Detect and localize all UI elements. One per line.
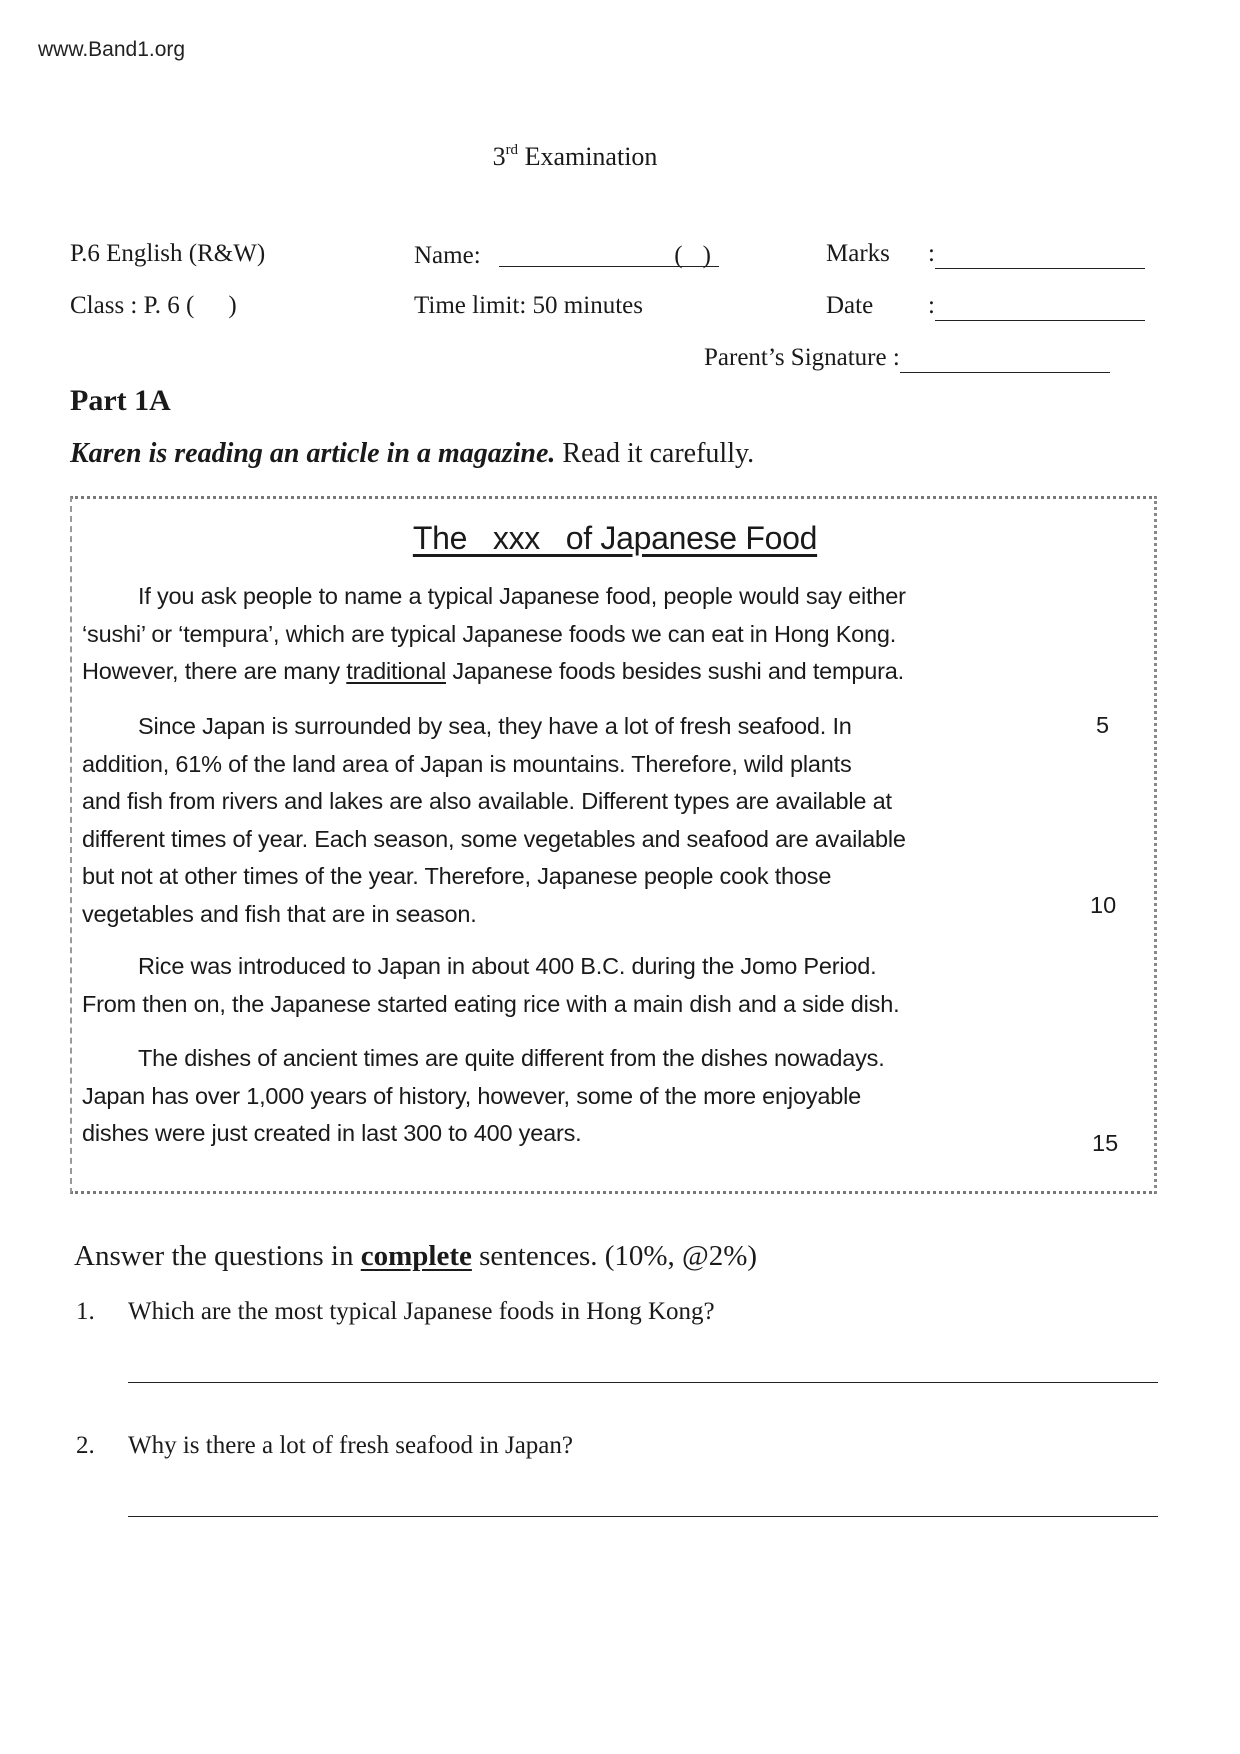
article-line: Japan has over 1,000 years of history, however, some of the more enjoyable [82, 1082, 861, 1109]
line-number-5: 5 [1096, 712, 1110, 738]
line-number-10: 10 [1090, 892, 1117, 918]
date-input-line[interactable] [935, 292, 1145, 321]
answer-line-1[interactable] [128, 1382, 1158, 1383]
signature-label: Parent’s Signature : [704, 344, 900, 371]
article-paragraph-4 [82, 1040, 1062, 1153]
underlined-word-traditional: traditional [346, 658, 446, 684]
marks-colon: : [928, 240, 935, 267]
exam-title-number: 3 [492, 142, 506, 171]
question-text: Which are the most typical Japanese foods in Hong Kong? [128, 1298, 715, 1325]
class-label: Class : P. 6 ( [70, 292, 195, 319]
site-watermark: www.Band1.org [38, 38, 186, 61]
subject-label: P.6 English (R&W) [70, 240, 266, 267]
exam-title-text: Examination [518, 142, 658, 171]
marks-input-line[interactable] [935, 240, 1145, 269]
article-line: vegetables and fish that are in season. [82, 900, 477, 927]
date-field[interactable] [928, 292, 1145, 321]
article-line: but not at other times of the year. Therefore, Japanese people cook those [82, 863, 832, 889]
article-line: If you ask people to name a typical Japanese food, people would say either [138, 583, 906, 609]
article-title: The xxx of Japanese Food [412, 520, 818, 556]
exam-title-ordinal: rd [505, 142, 519, 158]
questions-heading: Answer the questions in complete sentences. (10%, @2%) [74, 1240, 758, 1272]
part-title: Part 1A [70, 384, 171, 417]
date-label: Date [826, 292, 874, 319]
article-paragraph-2 [82, 708, 1062, 933]
name-field-group [414, 242, 719, 270]
instruction-scenario: Karen is reading an article in a magazine. [70, 438, 556, 469]
question-number: 1. [76, 1298, 95, 1325]
class-number-parens[interactable]: ( ) [674, 242, 711, 269]
signature-field[interactable] [704, 344, 1110, 373]
question-1 [76, 1298, 715, 1326]
article-line: ‘sushi’ or ‘tempura’, which are typical Japanese foods we can eat in Hong Kong. [82, 620, 897, 647]
signature-input-line[interactable] [900, 344, 1110, 373]
article-line: From then on, the Japanese started eating rice with a main dish and a side dish. [82, 990, 900, 1017]
marks-field[interactable] [928, 240, 1145, 269]
question-2 [76, 1432, 573, 1460]
marks-label: Marks [826, 240, 890, 267]
article-line: Rice was introduced to Japan in about 400 B.C. during the Jomo Period. [138, 953, 877, 979]
article-paragraph-3 [82, 948, 1062, 1023]
question-text: Why is there a lot of fresh seafood in Japan? [128, 1432, 573, 1459]
instruction-directive: Read it carefully. [555, 438, 755, 469]
article-line: and fish from rivers and lakes are also available. Different types are available at [82, 788, 892, 814]
time-limit: Time limit: 50 minutes [414, 292, 643, 319]
answer-line-2[interactable] [128, 1516, 1158, 1517]
article-line: However, there are many traditional Japanese foods besides sushi and tempura. [82, 658, 904, 684]
emphasis-complete: complete [360, 1240, 472, 1272]
article-line: The dishes of ancient times are quite different from the dishes nowadays. [138, 1045, 885, 1071]
name-input-line[interactable] [499, 242, 719, 269]
line-number-15: 15 [1092, 1130, 1119, 1156]
article-line: different times of year. Each season, some vegetables and seafood are available [82, 825, 906, 852]
class-field[interactable] [70, 292, 237, 320]
date-colon: : [928, 292, 935, 319]
article-line: addition, 61% of the land area of Japan is mountains. Therefore, wild plants [82, 750, 852, 777]
name-label: Name: [414, 242, 481, 269]
class-close-paren: ) [228, 292, 237, 319]
article-line: Since Japan is surrounded by sea, they have a lot of fresh seafood. In [138, 713, 852, 739]
article-line: dishes were just created in last 300 to 400 years. [82, 1120, 582, 1146]
article-paragraph-1 [82, 578, 1062, 691]
instruction [70, 438, 754, 470]
question-number: 2. [76, 1432, 95, 1459]
exam-title [0, 142, 1150, 172]
